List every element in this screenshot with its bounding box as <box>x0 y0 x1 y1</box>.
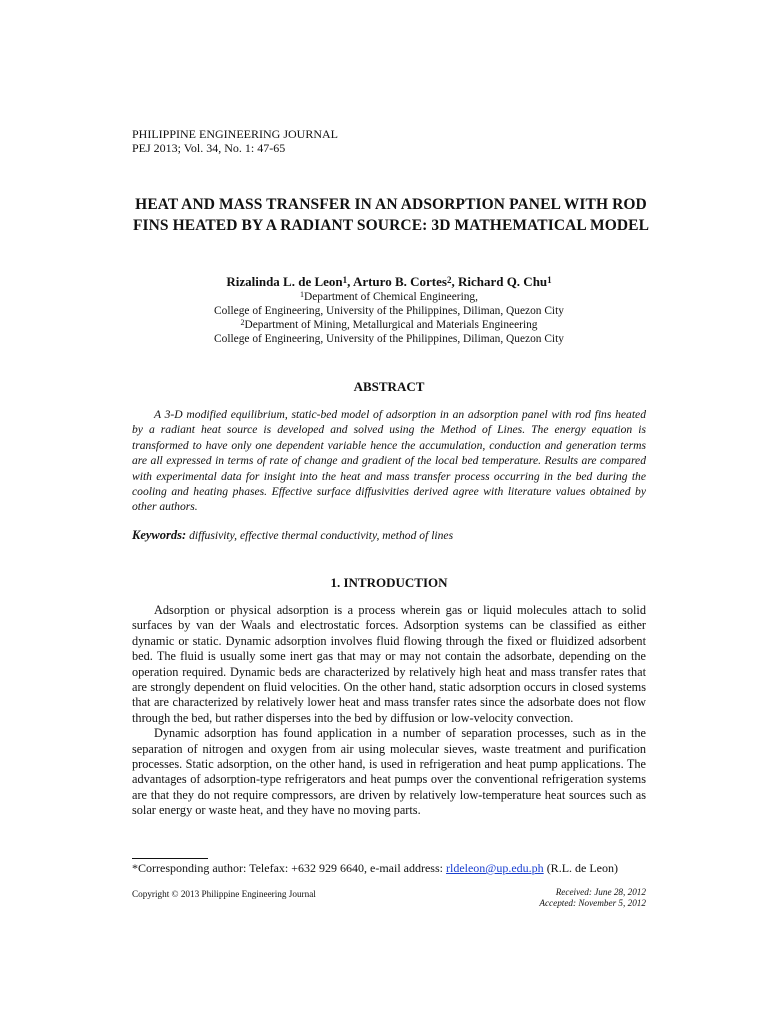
copyright-notice: Copyright © 2013 Philippine Engineering Journal <box>132 889 316 899</box>
received-accepted-dates <box>539 887 646 909</box>
affiliation-mark: 2 <box>240 318 245 327</box>
keywords <box>132 528 646 543</box>
author-list: Rizalinda L. de Leon$^1$, Arturo B. Cortes$^2$, Richard Q. Chu$^1$ <box>226 274 552 289</box>
received-date: Received: June 28, 2012 <box>555 887 646 897</box>
journal-citation: PEJ 2013; Vol. 34, No. 1: 47-65 <box>132 141 286 155</box>
affiliation-college: College of Engineering, University of the Philippines, Diliman, Quezon City <box>214 333 564 345</box>
author-name: Richard Q. Chu <box>457 274 548 289</box>
introduction-body <box>132 603 646 819</box>
affiliation-mark: 1 <box>300 290 305 299</box>
author-name: Rizalinda L. de Leon <box>226 274 343 289</box>
author-affiliation-mark: 1 <box>547 275 552 285</box>
paragraph: Dynamic adsorption has found application in a number of separation processes, such as in the separation of nitrogen and oxygen from air using molecular sieves, waste treatment and purification processes. Static adsorption, on the other hand, is used in refrigeration and heat pump applications. The advantages of adsorption-type refrigerators and heat pumps over the conventional refrigeration systems are that they do not require compressors, are driven by relatively low-temperature heat sources such as solar energy or waste heat, and they have no moving parts. <box>132 726 646 818</box>
section-heading-introduction: 1. INTRODUCTION <box>330 575 448 590</box>
journal-header <box>132 127 338 155</box>
affiliation-department: $^1$Department of Chemical Engineering, <box>300 290 478 303</box>
paragraph: Adsorption or physical adsorption is a process wherein gas or liquid molecules attach to solid surfaces by van der Waals and electrostatic forces. Adsorption systems can be classified as either dynamic or static. Dynamic adsorption involves fluid flowing through the fixed or fluidized adsorbent bed. The fluid is usually some inert gas that may or may not contain the adsorbate, depending on the operation required. Dynamic beds are characterized by relatively high heat and mass transfer rates that are strongly dependent on fluid velocities. On the other hand, static adsorption occurs in closed systems that are characterized by relatively lower heat and mass transfer rates since the adsorbate does not flow through the bed, but rather disperses into the bed by diffusion or low-velocity convection. <box>132 603 646 725</box>
affiliations <box>132 290 646 346</box>
author-affiliation-mark: 2 <box>446 275 452 285</box>
keywords-text: diffusivity, effective thermal conductivity, method of lines <box>189 529 454 542</box>
abstract-heading: ABSTRACT <box>353 379 425 394</box>
journal-name: PHILIPPINE ENGINEERING JOURNAL <box>132 127 338 141</box>
abstract-text: A 3-D modified equilibrium, static-bed model of adsorption in an adsorption panel with rod fins heated by a radiant heat source is developed and solved using the Method of Lines. The energy equation is transformed to have only one dependent variable hence the accumulation, conduction and generation terms are all expressed in terms of rate of change and gradient of the local bed temperature. Results are compared with experimental data for insight into the heat and mass transfer process occurring in the bed during the cooling and heating phases. Effective surface diffusivities derived agree with literature values obtained by other authors. <box>132 408 646 514</box>
affiliation-department: $^2$Department of Mining, Metallurgical and Materials Engineering <box>240 318 538 331</box>
author-affiliation-mark: 1 <box>342 275 348 285</box>
accepted-date: Accepted: November 5, 2012 <box>539 898 646 908</box>
keywords-label: Keywords: <box>132 528 187 542</box>
footnote-divider <box>132 858 208 859</box>
author-name: Arturo B. Cortes <box>352 274 447 289</box>
paper-page <box>132 0 650 1024</box>
corresponding-author-footnote: *Corresponding author: Telefax: +632 929 6640, e-mail address: rldeleon@up.edu.ph (R.L. de Leon) <box>132 861 618 875</box>
paper-title: HEAT AND MASS TRANSFER IN AN ADSORPTION PANEL WITH ROD FINS HEATED BY A RADIANT SOURCE: 3D MATHEMATICAL MODEL <box>132 196 650 234</box>
email-link[interactable]: rldeleon@up.edu.ph <box>445 861 544 875</box>
affiliation-college: College of Engineering, University of the Philippines, Diliman, Quezon City <box>214 305 564 317</box>
